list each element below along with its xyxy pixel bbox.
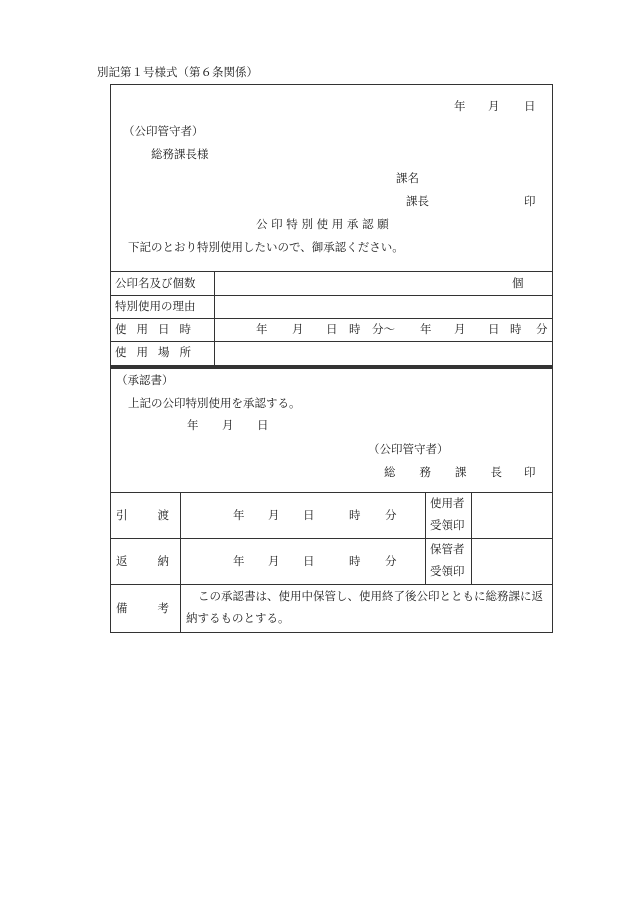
approval-heading: （承認書）: [116, 373, 174, 387]
divider: [110, 492, 553, 493]
divider: [110, 318, 553, 319]
remarks-text-line1: この承認書は、使用中保管し、使用終了後公印とともに総務課に返: [198, 589, 543, 603]
return-year: 年: [233, 554, 245, 568]
handover-minute: 分: [385, 508, 397, 522]
dt-month: 月: [292, 322, 304, 336]
divider: [425, 492, 426, 584]
approval-date-month: 月: [222, 418, 234, 432]
handover-hour: 時: [349, 508, 361, 522]
handover-year: 年: [233, 508, 245, 522]
handover-month: 月: [268, 508, 280, 522]
request-date-year: 年: [454, 99, 466, 113]
row-unit-count: 個: [512, 276, 524, 290]
divider: [110, 584, 553, 585]
remarks-text-line2: 納するものとする。: [186, 611, 290, 625]
divider: [110, 341, 553, 342]
divider: [471, 492, 472, 584]
row-label-place: 使用場所: [115, 345, 201, 359]
handover-day: 日: [303, 508, 315, 522]
approval-body: 上記の公印特別使用を承認する。: [128, 396, 301, 410]
section-chief: 課長: [406, 194, 429, 208]
request-date-month: 月: [488, 99, 500, 113]
approval-seal: 印: [524, 465, 536, 479]
row-label-datetime: 使用日時: [115, 322, 201, 336]
handover-role-bottom: 受領印: [430, 518, 465, 532]
approval-date-year: 年: [187, 418, 199, 432]
return-minute: 分: [385, 554, 397, 568]
request-title: 公 印 特 別 使 用 承 認 願: [256, 217, 389, 231]
return-hour: 時: [349, 554, 361, 568]
dt-hour: 時: [349, 322, 361, 336]
dt-day-2: 日: [488, 322, 500, 336]
section-name: 課名: [396, 171, 419, 185]
remarks-label: 備考: [116, 601, 199, 615]
handover-role-top: 使用者: [430, 496, 465, 510]
request-date-day: 日: [524, 99, 536, 113]
divider: [214, 271, 215, 366]
row-label-seal-name: 公印名及び個数: [115, 276, 196, 290]
return-role-bottom: 受領印: [430, 564, 465, 578]
request-custodian: （公印管守者）: [123, 124, 204, 138]
return-month: 月: [268, 554, 280, 568]
dt-hour-2: 時: [510, 322, 522, 336]
handover-label: 引渡: [116, 508, 199, 522]
dt-year-2: 年: [420, 322, 432, 336]
request-seal: 印: [524, 194, 536, 208]
return-day: 日: [303, 554, 315, 568]
dt-minute-tilde: 分～: [372, 322, 395, 336]
dt-minute-2: 分: [536, 322, 548, 336]
approval-signer: 総務課長: [384, 465, 526, 479]
request-body: 下記のとおり特別使用したいので、御承認ください。: [128, 240, 404, 254]
row-label-reason: 特別使用の理由: [115, 299, 196, 313]
return-label: 返納: [116, 554, 199, 568]
form-heading: 別記第１号様式（第６条関係）: [97, 65, 258, 79]
divider: [110, 271, 553, 272]
addressee: 総務課長様: [151, 147, 209, 161]
divider: [110, 295, 553, 296]
dt-month-2: 月: [454, 322, 466, 336]
dt-day: 日: [326, 322, 338, 336]
divider: [110, 538, 553, 539]
dt-year: 年: [256, 322, 268, 336]
approval-date-day: 日: [257, 418, 269, 432]
return-role-top: 保管者: [430, 542, 465, 556]
approval-custodian: （公印管守者）: [368, 442, 449, 456]
